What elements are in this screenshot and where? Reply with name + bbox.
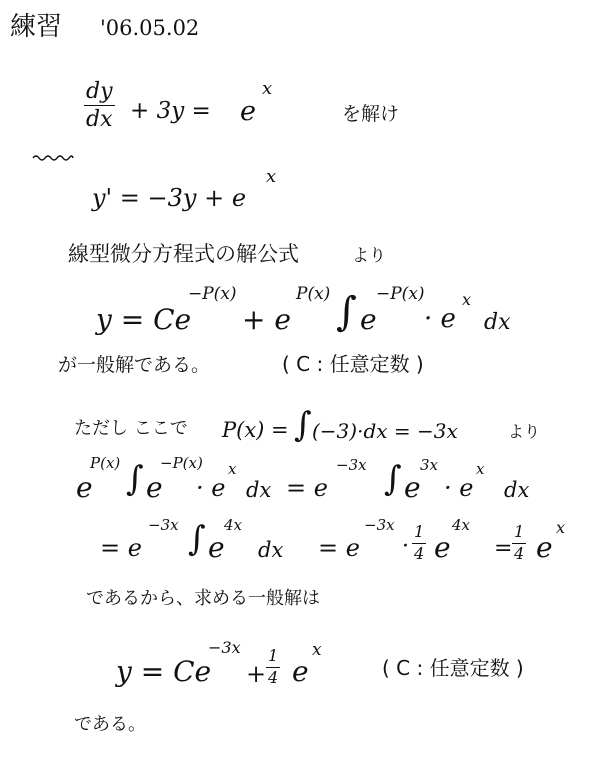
- calc2-e-b: e: [434, 531, 451, 564]
- calc2-quarter-den: 4: [414, 543, 425, 563]
- calc2-quarter-num: 1: [414, 522, 425, 541]
- general-exp-p: P(x): [296, 284, 331, 304]
- general-exp-negp2: −P(x): [376, 284, 425, 304]
- calc1-dot-e2: · e: [444, 474, 474, 502]
- however-text: ただし ここで: [74, 418, 188, 439]
- calc1-e3: e: [404, 471, 421, 504]
- answer-quarter: [266, 648, 280, 687]
- general-solution-note: が一般解である。: [58, 354, 211, 376]
- general-dx: dx: [484, 310, 511, 335]
- method-text: 線型微分方程式の解公式: [68, 242, 299, 266]
- answer-exp-x: x: [312, 640, 322, 660]
- calc1-e: e: [76, 471, 93, 504]
- wavy-underline: [32, 154, 74, 162]
- general-e2: e: [360, 303, 377, 336]
- calc2-exp-m3x-b: −3x: [364, 516, 395, 534]
- calc2-eq-e2: = e: [318, 534, 360, 562]
- answer-e: e: [292, 655, 309, 688]
- calc1-integral-sign: ∫: [126, 459, 144, 499]
- calc2-exp-4x-b: 4x: [452, 516, 471, 534]
- calc1-exp-x: x: [228, 460, 237, 478]
- general-dot-e: · e: [424, 304, 456, 334]
- rearranged-exponent: x: [266, 166, 277, 187]
- base-e: e: [240, 96, 256, 127]
- rearranged-equation: y' = −3y + e: [92, 184, 247, 212]
- calc2-integral-sign: ∫: [188, 519, 206, 559]
- however-integrand: (−3)·dx = −3x: [312, 419, 458, 443]
- calc2-exp-x: x: [556, 518, 566, 537]
- calc2-quarter-b-num: 1: [514, 522, 525, 541]
- general-exp-negp: −P(x): [188, 284, 237, 304]
- calc2-e-c: e: [536, 531, 553, 564]
- plus-3y-equals: + 3y =: [130, 98, 211, 124]
- integral-sign: ∫: [336, 289, 357, 335]
- calc2-quarter-b-den: 4: [514, 543, 525, 563]
- calc1-eq-e: = e: [286, 474, 328, 502]
- calc1-exp-x2: x: [476, 460, 485, 478]
- general-y-ce: y = Ce: [96, 303, 192, 336]
- general-plus-e: + e: [242, 303, 291, 336]
- calc2-dot: ·: [402, 534, 409, 559]
- title: 練習: [10, 12, 63, 42]
- closing-text: である。: [74, 714, 146, 735]
- calc2-eq3: =: [494, 536, 513, 561]
- instruction-solve: を解け: [342, 103, 400, 125]
- denominator-dx: dx: [86, 107, 113, 133]
- answer-constant-note: ( C : 任意定数 ): [382, 656, 524, 680]
- answer-exp-m3x: −3x: [208, 638, 241, 657]
- general-exp-x: x: [462, 290, 472, 309]
- derivative-fraction: [84, 80, 115, 131]
- calc1-exp-p: P(x): [90, 454, 121, 472]
- answer-quarter-den: 4: [268, 667, 279, 687]
- calc1-exp-negp: −P(x): [160, 454, 203, 472]
- calc1-dx1: dx: [246, 478, 272, 502]
- however-integral-sign: ∫: [294, 405, 312, 445]
- calc1-integral-sign2: ∫: [384, 459, 402, 499]
- calc1-exp-m3x: −3x: [336, 456, 367, 474]
- calc2-eq-e: = e: [100, 534, 142, 562]
- calc1-exp-3x: 3x: [420, 456, 439, 474]
- method-from: より: [352, 246, 386, 266]
- answer-y-ce: y = Ce: [116, 655, 212, 688]
- numerator-dy: dy: [86, 79, 113, 104]
- answer-quarter-num: 1: [268, 646, 279, 665]
- date: '06.05.02: [100, 16, 200, 40]
- answer-plus: +: [246, 660, 267, 688]
- exponent-x: x: [262, 78, 273, 99]
- calc2-quarter: [412, 524, 426, 563]
- calc2-dx: dx: [258, 538, 284, 562]
- calc2-exp-4x: 4x: [224, 516, 243, 534]
- calc1-e2: e: [146, 471, 163, 504]
- calc2-e-int: e: [208, 531, 225, 564]
- however-from: より: [508, 422, 541, 441]
- calc1-dot-e: · e: [196, 474, 226, 502]
- general-constant-note: ( C : 任意定数 ): [282, 352, 424, 376]
- p-of-x-equals: P(x) =: [222, 418, 289, 442]
- calc2-exp-m3x: −3x: [148, 516, 179, 534]
- conclusion-text: であるから、求める一般解は: [86, 588, 320, 609]
- fraction-bar: [84, 105, 115, 106]
- calc1-dx2: dx: [504, 478, 530, 502]
- calc2-quarter-b: [512, 524, 526, 563]
